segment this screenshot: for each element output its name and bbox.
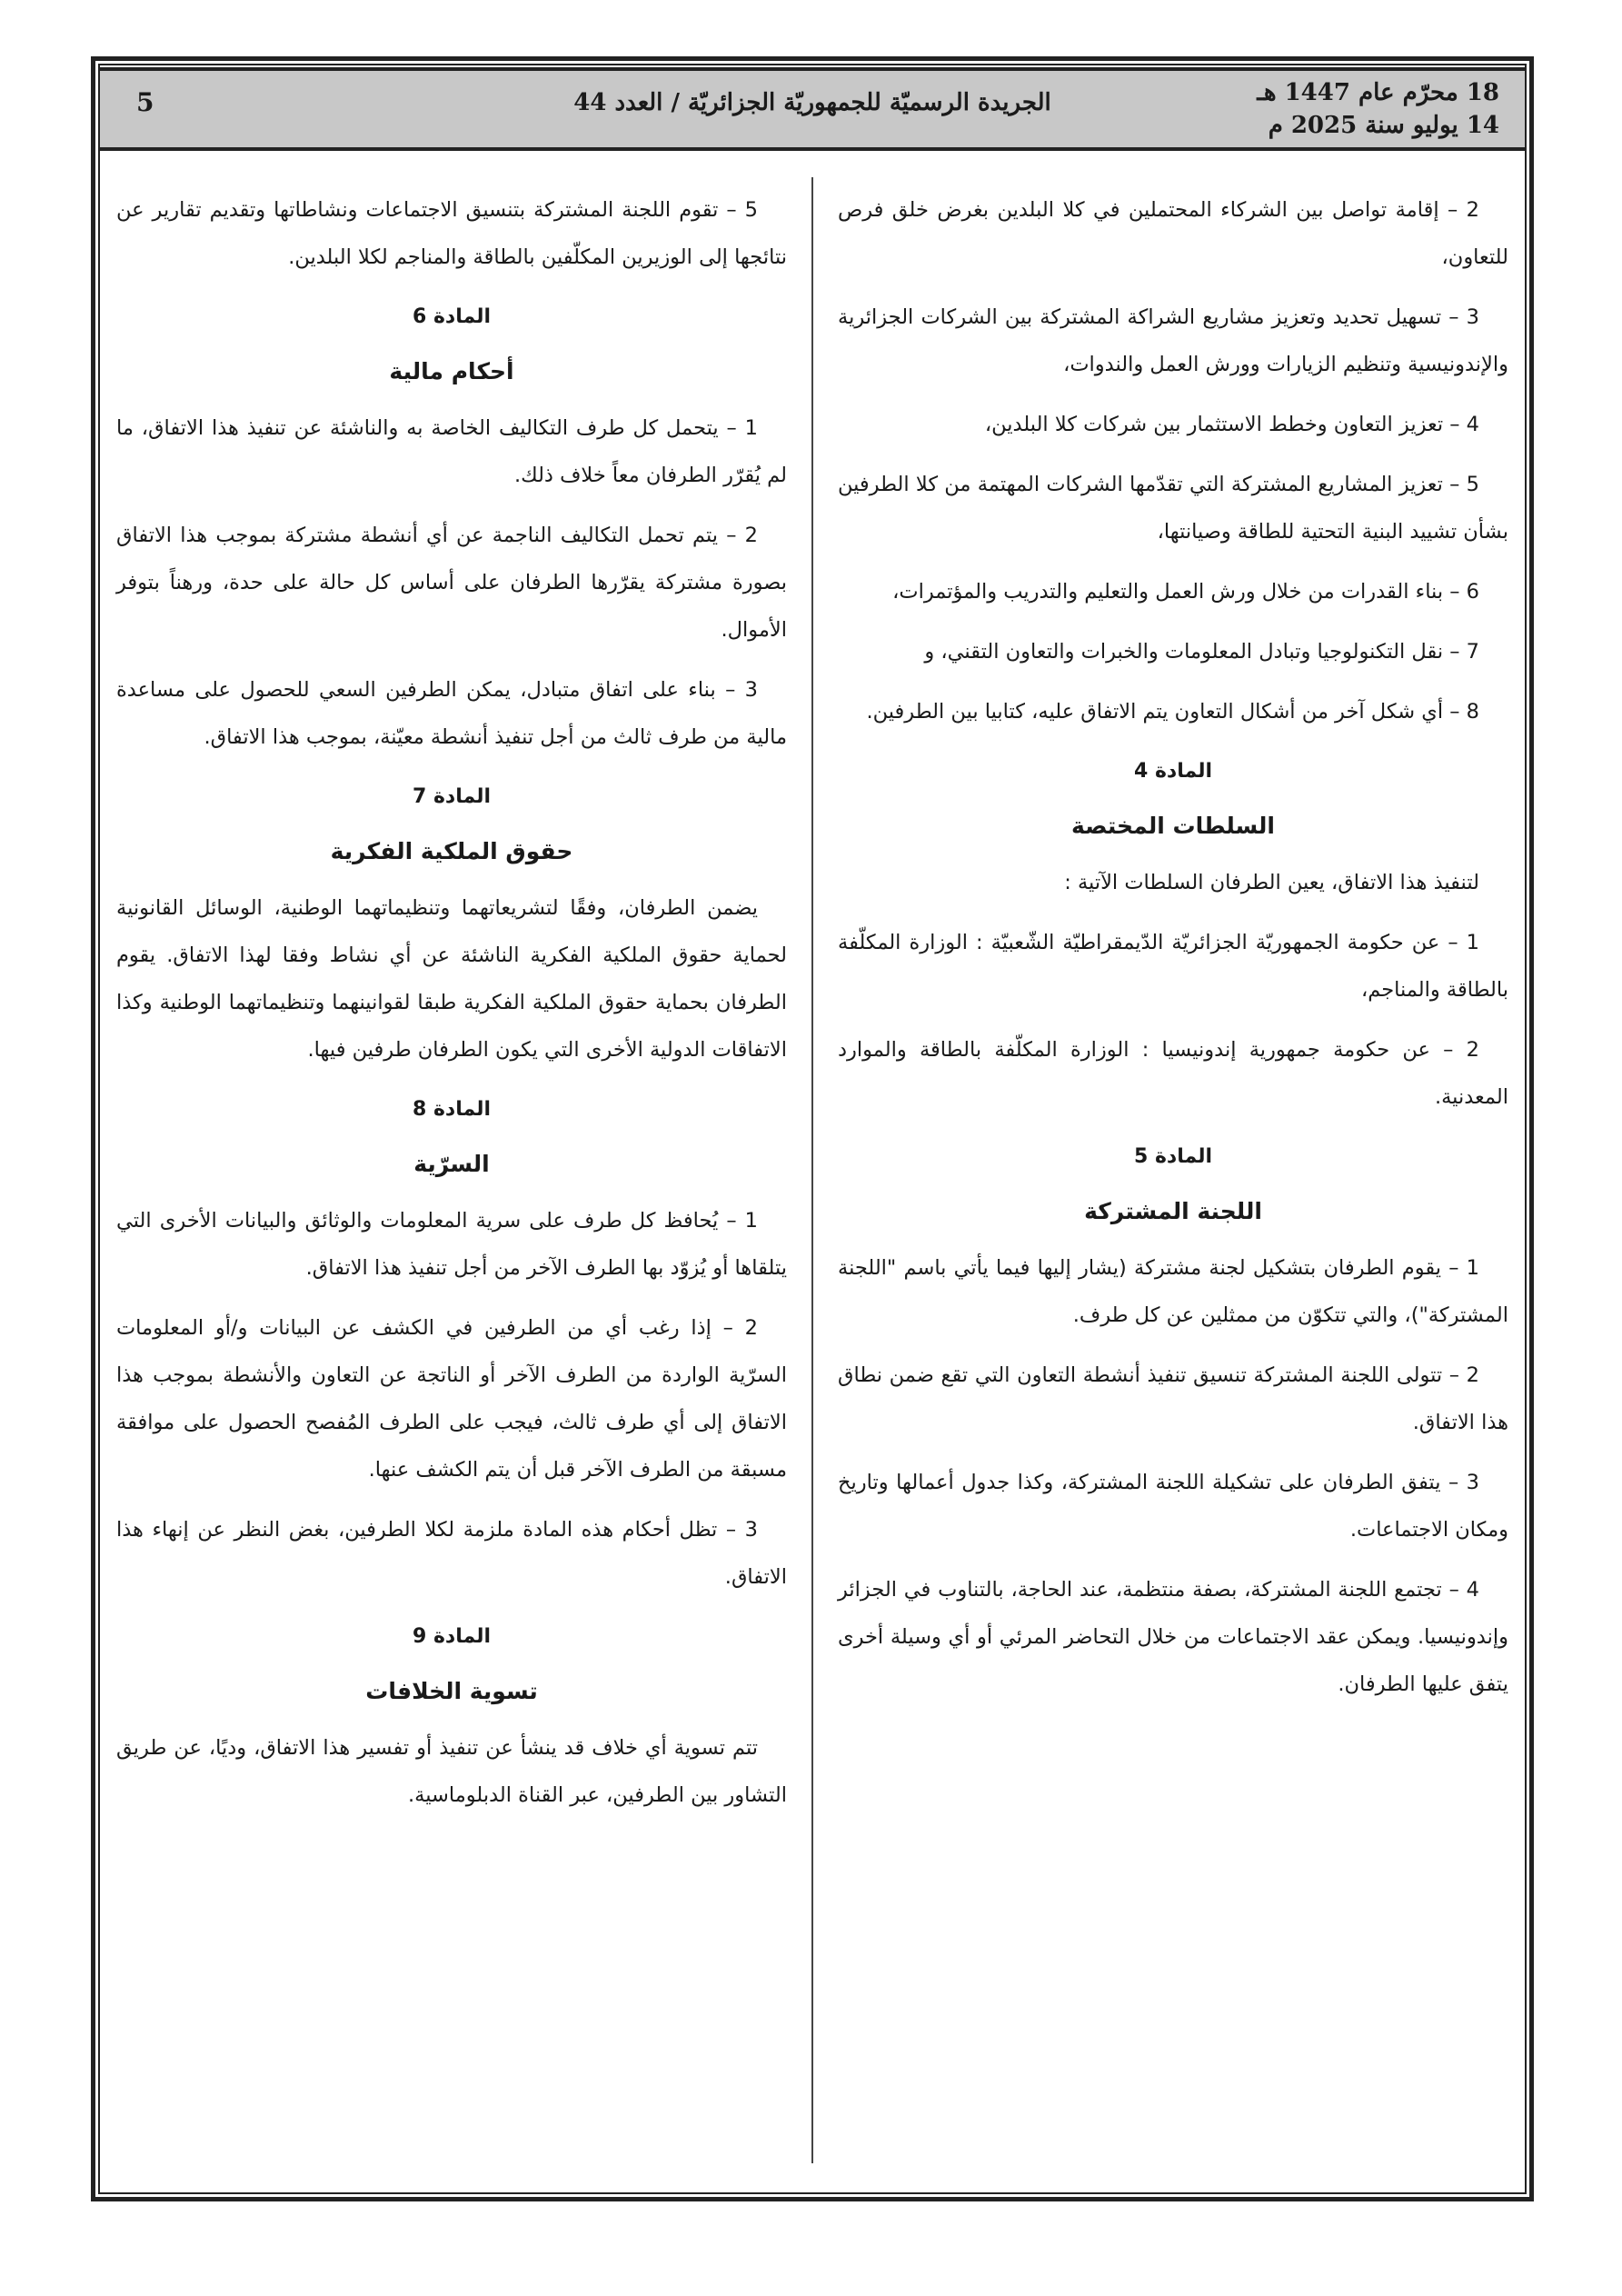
- article-title: السرّية: [413, 1151, 490, 1177]
- article-title: حقوق الملكية الفكرية: [330, 838, 573, 864]
- paragraph: 2 – إذا رغب أي من الطرفين في الكشف عن البيانات و/أو المعلومات السرّية الواردة من الطرف الآخر أو الناتجة عن التعاون والأنشطة بموجب هذا الاتفاق إلى أي طرف ثالث، فيجب على الطرف المُفصح الحصول على موافقة مسبقة من الطرف الآخر قبل أن يتم الكشف عنها.: [116, 1316, 787, 1482]
- paragraph: 2 – إقامة تواصل بين الشركاء المحتملين في كلا البلدين بغرض خلق فرص للتعاون،: [838, 198, 1508, 269]
- paragraph: 1 – عن حكومة الجمهوريّة الجزائريّة الدّيمقراطيّة الشّعبيّة : الوزارة المكلّفة بالطاقة والمناجم،: [838, 931, 1508, 1002]
- article-number: المادة 7: [412, 785, 492, 808]
- article-title: أحكام مالية: [389, 358, 514, 384]
- paragraph: 4 – تجتمع اللجنة المشتركة، بصفة منتظمة، عند الحاجة، بالتناوب في الجزائر وإندونيسيا. ويمكن عقد الاجتماعات من خلال التحاضر المرئي أو أي وسيلة أخرى يتفق عليها الطرفان.: [838, 1578, 1508, 1696]
- paragraph: 2 – عن حكومة جمهورية إندونيسيا : الوزارة المكلّفة بالطاقة والموارد المعدنية.: [838, 1038, 1508, 1109]
- article-title: اللجنة المشتركة: [1084, 1198, 1262, 1224]
- paragraph: 3 – تظل أحكام هذه المادة ملزمة لكلا الطرفين، بغض النظر عن إنهاء هذا الاتفاق.: [116, 1518, 787, 1589]
- date-hijri: 18 محرّم عام 1447 هـ: [1257, 79, 1499, 106]
- paragraph: 1 – يقوم الطرفان بتشكيل لجنة مشتركة (يشار إليها فيما يأتي باسم "اللجنة المشتركة")، والتي تتكوّن من ممثلين عن كل طرف.: [838, 1256, 1508, 1327]
- article-title: تسوية الخلافات: [365, 1678, 538, 1704]
- right-column: [838, 186, 1508, 1721]
- article-number: المادة 8: [412, 1098, 492, 1121]
- paragraph: تتم تسوية أي خلاف قد ينشأ عن تنفيذ أو تفسير هذا الاتفاق، وديًا، عن طريق التشاور بين الطرفين، عبر القناة الدبلوماسية.: [116, 1736, 787, 1807]
- left-column: [116, 186, 787, 1832]
- paragraph: 7 – نقل التكنولوجيا وتبادل المعلومات والخبرات والتعاون التقني، و: [924, 640, 1479, 664]
- paragraph: 2 – يتم تحمل التكاليف الناجمة عن أي أنشطة مشتركة بموجب هذا الاتفاق بصورة مشتركة يقرّرها الطرفان على أساس كل حالة على حدة، ورهناً بتوفر الأموال.: [116, 524, 787, 642]
- paragraph: يضمن الطرفان، وفقًا لتشريعاتهما وتنظيماتهما الوطنية، الوسائل القانونية لحماية حقوق الملكية الفكرية الناشئة عن أي نشاط وفقا لهذا الاتفاق. يقوم الطرفان بحماية حقوق الملكية الفكرية طبقا لقوانينهما وتنظيماتهما الوطنية وكذا الاتفاقات الدولية الأخرى التي يكون الطرفان طرفين فيها.: [116, 896, 787, 1062]
- paragraph: 3 – يتفق الطرفان على تشكيلة اللجنة المشتركة، وكذا جدول أعمالها وتاريخ ومكان الاجتماعات.: [838, 1471, 1508, 1542]
- article-number: المادة 9: [412, 1625, 492, 1648]
- column-divider: [811, 177, 813, 2163]
- gazette-title: الجريدة الرسميّة للجمهوريّة الجزائريّة / العدد 44: [573, 89, 1051, 116]
- article-number: المادة 6: [412, 305, 492, 328]
- paragraph: 8 – أي شكل آخر من أشكال التعاون يتم الاتفاق عليه، كتابيا بين الطرفين.: [866, 700, 1479, 724]
- paragraph: 5 – تعزيز المشاريع المشتركة التي تقدّمها الشركات المهتمة من كلا الطرفين بشأن تشييد البنية التحتية للطاقة وصيانتها،: [838, 473, 1508, 544]
- paragraph: 3 – تسهيل تحديد وتعزيز مشاريع الشراكة المشتركة بين الشركات الجزائرية والإندونيسية وتنظيم الزيارات وورش العمل والندوات،: [838, 305, 1508, 376]
- paragraph: 4 – تعزيز التعاون وخطط الاستثمار بين شركات كلا البلدين،: [984, 413, 1479, 436]
- article-number: المادة 4: [1133, 760, 1213, 783]
- gazette-header: [100, 67, 1525, 151]
- paragraph: 1 – يتحمل كل طرف التكاليف الخاصة به والناشئة عن تنفيذ هذا الاتفاق، ما لم يُقرّر الطرفان معاً خلاف ذلك.: [116, 416, 787, 487]
- paragraph: لتنفيذ هذا الاتفاق، يعين الطرفان السلطات الآتية :: [1064, 871, 1479, 894]
- paragraph: 2 – تتولى اللجنة المشتركة تنسيق تنفيذ أنشطة التعاون التي تقع ضمن نطاق هذا الاتفاق.: [838, 1363, 1508, 1434]
- paragraph: 5 – تقوم اللجنة المشتركة بتنسيق الاجتماعات ونشاطاتها وتقديم تقارير عن نتائجها إلى الوزيرين المكلّفين بالطاقة والمناجم لكلا البلدين.: [116, 198, 787, 269]
- article-title: السلطات المختصة: [1071, 813, 1275, 839]
- date-gregorian: 14 يوليو سنة 2025 م: [1268, 112, 1499, 139]
- paragraph: 1 – يُحافظ كل طرف على سرية المعلومات والوثائق والبيانات الأخرى التي يتلقاها أو يُزوّد بها الطرف الآخر من أجل تنفيذ هذا الاتفاق.: [116, 1209, 787, 1280]
- paragraph: 6 – بناء القدرات من خلال ورش العمل والتعليم والتدريب والمؤتمرات،: [892, 580, 1479, 604]
- page-number: 5: [136, 87, 154, 117]
- article-number: المادة 5: [1133, 1145, 1213, 1168]
- paragraph: 3 – بناء على اتفاق متبادل، يمكن الطرفين السعي للحصول على مساعدة مالية من طرف ثالث من أجل تنفيذ أنشطة معيّنة، بموجب هذا الاتفاق.: [116, 678, 787, 749]
